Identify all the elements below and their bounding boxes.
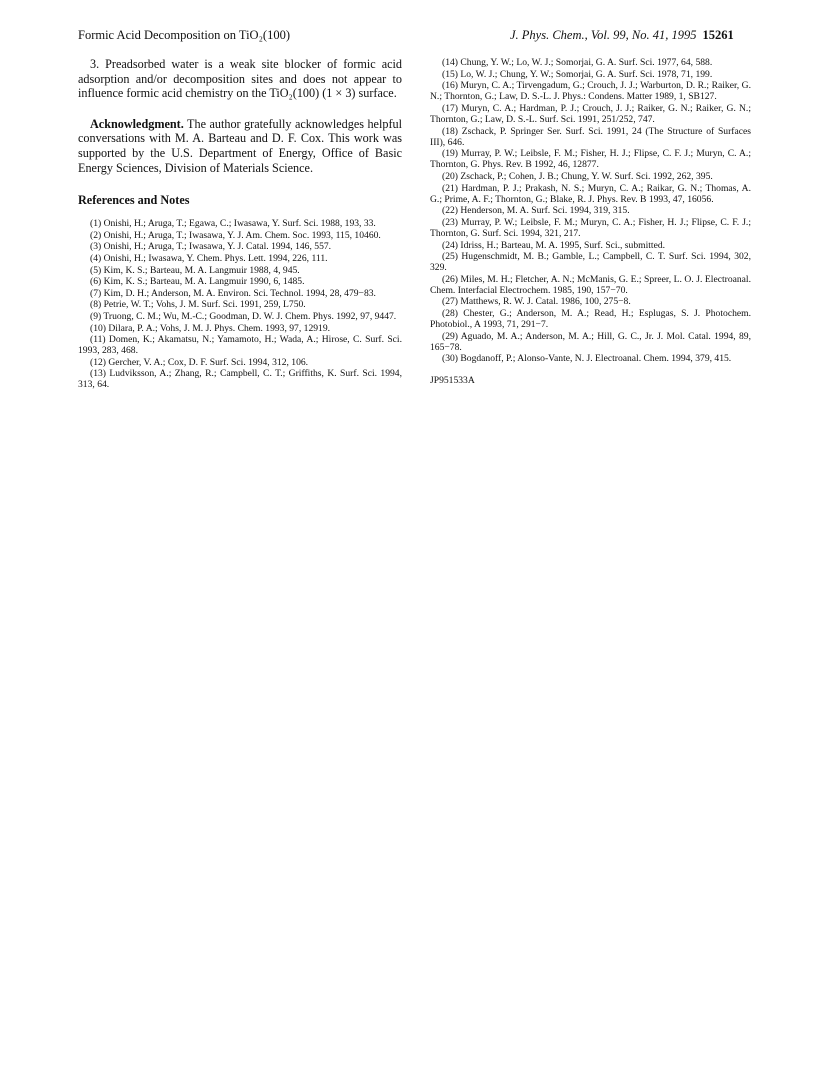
left-column: [78, 57, 402, 391]
reference-item: (17) Muryn, C. A.; Hardman, P. J.; Crouch, J. J.; Raiker, G. N.; Raiker, G. N.; Thornton, G.; Law, D. S.-L. Surf. Sci. 1991, 251/252, 747.: [430, 102, 751, 125]
reference-item: (27) Matthews, R. W. J. Catal. 1986, 100, 275−8.: [442, 296, 631, 308]
reference-item: (8) Petrie, W. T.; Vohs, J. M. Surf. Sci. 1991, 259, L750.: [90, 299, 306, 311]
reference-item: (6) Kim, K. S.; Barteau, M. A. Langmuir 1990, 6, 1485.: [90, 276, 305, 288]
reference-item: (4) Onishi, H.; Iwasawa, Y. Chem. Phys. Lett. 1994, 226, 111.: [90, 252, 328, 264]
reference-item: (5) Kim, K. S.; Barteau, M. A. Langmuir 1988, 4, 945.: [90, 264, 300, 276]
reference-item: (23) Murray, P. W.; Leibsle, F. M.; Muryn, C. A.; Fisher, H. J.; Flipse, C. F. J.; Thornton, G. Surf. Sci. 1994, 321, 217.: [430, 216, 751, 239]
reference-list-right: [430, 57, 751, 365]
acknowledgment-paragraph: [78, 117, 402, 175]
reference-item: (16) Muryn, C. A.; Tirvengadum, G.; Crouch, J. J.; Warburton, D. R.; Raiker, G. N.; Thornton, G.; Law, D. S.-L. J. Phys.: Condens. Matter 1989, 1, SB127.: [430, 80, 751, 103]
reference-item: (1) Onishi, H.; Aruga, T.; Egawa, C.; Iwasawa, Y. Surf. Sci. 1988, 193, 33.: [90, 218, 376, 230]
reference-item: (9) Truong, C. M.; Wu, M.-C.; Goodman, D. W. J. Chem. Phys. 1992, 97, 9447.: [90, 310, 397, 322]
acknowledgment-heading: Acknowledgment.: [90, 116, 184, 131]
reference-item: (29) Aguado, M. A.; Anderson, M. A.; Hill, G. C., Jr. J. Mol. Catal. 1994, 89, 165−78.: [430, 330, 751, 353]
reference-item: (7) Kim, D. H.; Anderson, M. A. Environ. Sci. Technol. 1994, 28, 479−83.: [90, 287, 376, 299]
right-column: [430, 57, 751, 386]
reference-item: (3) Onishi, H.; Aruga, T.; Iwasawa, Y. J. Catal. 1994, 146, 557.: [90, 241, 332, 253]
reference-item: (10) Dilara, P. A.; Vohs, J. M. J. Phys. Chem. 1993, 97, 12919.: [90, 322, 331, 334]
reference-item: (2) Onishi, H.; Aruga, T.; Iwasawa, Y. J. Am. Chem. Soc. 1993, 115, 10460.: [90, 229, 381, 241]
reference-item: (20) Zschack, P.; Cohen, J. B.; Chung, Y. W. Surf. Sci. 1992, 262, 395.: [442, 170, 713, 182]
page-number: 15261: [702, 28, 734, 42]
journal-citation: J. Phys. Chem., Vol. 99, No. 41, 1995: [510, 28, 697, 42]
reference-item: (15) Lo, W. J.; Chung, Y. W.; Somorjai, G. A. Surf. Sci. 1978, 71, 199.: [442, 68, 713, 80]
reference-item: (22) Henderson, M. A. Surf. Sci. 1994, 319, 315.: [442, 205, 630, 217]
reference-item: (11) Domen, K.; Akamatsu, N.; Yamamoto, H.; Wada, A.; Hirose, C. Surf. Sci. 1993, 283, 468.: [78, 334, 402, 357]
reference-item: (14) Chung, Y. W.; Lo, W. J.; Somorjai, G. A. Surf. Sci. 1977, 64, 588.: [442, 57, 713, 68]
reference-item: (25) Hugenschmidt, M. B.; Gamble, L.; Campbell, C. T. Surf. Sci. 1994, 302, 329.: [430, 251, 751, 274]
reference-item: (21) Hardman, P. J.; Prakash, N. S.; Muryn, C. A.; Raikar, G. N.; Thomas, A. G.; Prime, A. F.; Thornton, G.; Blake, R. J. Phys. Rev. B 1993, 47, 16056.: [430, 182, 751, 205]
manuscript-code: JP951533A: [430, 374, 475, 386]
running-header-journal: [510, 28, 734, 43]
reference-list-left: [78, 218, 402, 390]
reference-item: (13) Ludviksson, A.; Zhang, R.; Campbell, C. T.; Griffiths, K. Surf. Sci. 1994, 313, 64.: [78, 368, 402, 391]
reference-item: (26) Miles, M. H.; Fletcher, A. N.; McManis, G. E.; Spreer, L. O. J. Electroanal. Chem. Interfacial Electrochem. 1985, 190, 157−70.: [430, 273, 751, 296]
acknowledgment-text: The author gratefully acknowledges helpful conversations with M. A. Barteau and D. F. Cox. This work was supported by the U.S. Department of Energy, Office of Basic Energy Sciences, Division of Materials Science.: [78, 116, 402, 175]
reference-item: (28) Chester, G.; Anderson, M. A.; Read, H.; Esplugas, S. J. Photochem. Photobiol., A 1993, 71, 291−7.: [430, 308, 751, 331]
running-header-title: Formic Acid Decomposition on TiO₂(100): [78, 28, 290, 42]
reference-item: (12) Gercher, V. A.; Cox, D. F. Surf. Sci. 1994, 312, 106.: [90, 356, 309, 368]
references-heading: References and Notes: [78, 193, 190, 208]
reference-item: (19) Murray, P. W.; Leibsle, F. M.; Fisher, H. J.; Flipse, C. F. J.; Muryn, C. A.; Thornton, G. Phys. Rev. B 1992, 46, 12877.: [430, 148, 751, 171]
conclusion-point-3: 3. Preadsorbed water is a weak site blocker of formic acid adsorption and/or decomposition sites and does not appear to influence formic acid chemistry on the TiO₂(100) (1 × 3) surface.: [78, 57, 402, 101]
reference-item: (24) Idriss, H.; Barteau, M. A. 1995, Surf. Sci., submitted.: [442, 239, 666, 251]
reference-item: (30) Bogdanoff, P.; Alonso-Vante, N. J. Electroanal. Chem. 1994, 379, 415.: [442, 353, 732, 365]
reference-item: (18) Zschack, P. Springer Ser. Surf. Sci. 1991, 24 (The Structure of Surfaces III), 646.: [430, 125, 751, 148]
